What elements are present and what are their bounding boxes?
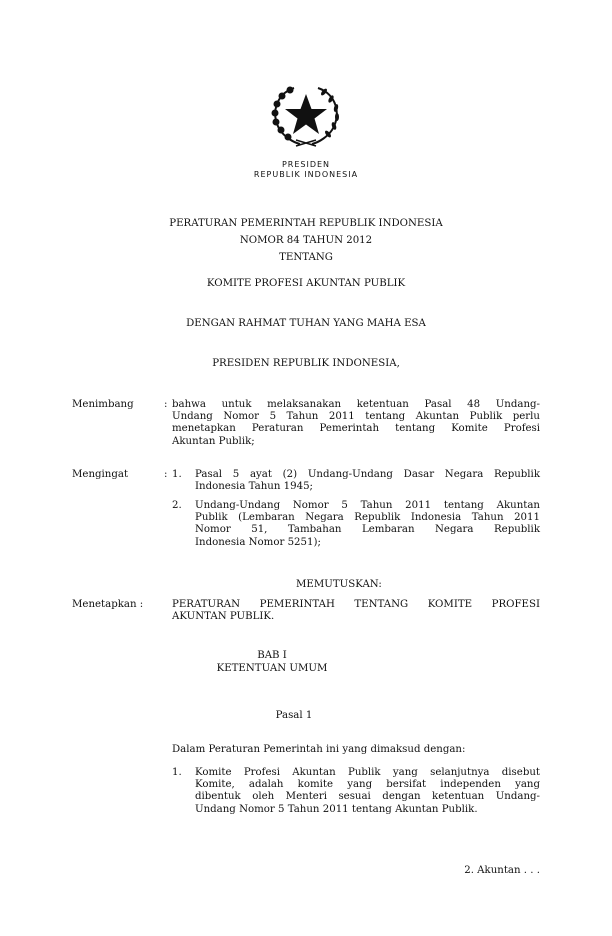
- text-line: PERATURAN PEMERINTAH TENTANG KOMITE PROFESI: [172, 599, 540, 610]
- text-line: Komite Profesi Akuntan Publik yang selanjutnya disebut: [195, 767, 540, 778]
- bab-title: KETENTUAN UMUM: [216, 663, 328, 674]
- list-number: 2.: [172, 500, 182, 511]
- mengingat-item-1: [195, 469, 540, 493]
- definition-item-1: [195, 767, 540, 816]
- text-line: AKUNTAN PUBLIK.: [172, 611, 275, 623]
- pasal-heading: Pasal 1: [275, 710, 313, 721]
- menimbang-label: Menimbang: [72, 399, 134, 410]
- preamble-line-2: PRESIDEN REPUBLIK INDONESIA,: [212, 358, 400, 369]
- definitions-intro: Dalam Peraturan Pemerintah ini yang dimaksud dengan:: [172, 744, 466, 755]
- menimbang-text: [172, 399, 540, 448]
- list-number: 1.: [172, 469, 182, 480]
- text-line: Indonesia Nomor 5251);: [195, 536, 321, 548]
- mengingat-label: Mengingat: [72, 469, 129, 480]
- emblem-caption: [0, 160, 612, 180]
- memutuskan-heading: MEMUTUSKAN:: [296, 579, 382, 590]
- text-line: Nomor 51, Tambahan Lembaran Negara Republik: [195, 524, 540, 536]
- list-number: 1.: [172, 767, 182, 778]
- text-line: Komite, adalah komite yang bersifat independen yang: [195, 779, 540, 791]
- text-line: Undang Nomor 5 Tahun 2011 tentang Akuntan Publik.: [195, 803, 478, 815]
- garuda-emblem-icon: [266, 80, 346, 150]
- title-line-2: NOMOR 84 TAHUN 2012: [239, 235, 373, 246]
- title-line-3: TENTANG: [279, 252, 333, 263]
- mengingat-colon: :: [164, 469, 168, 480]
- title-line-1: PERATURAN PEMERINTAH REPUBLIK INDONESIA: [169, 218, 443, 229]
- text-line: Undang Nomor 5 Tahun 2011 tentang Akuntan Publik perlu: [172, 411, 540, 423]
- text-line: bahwa untuk melaksanakan ketentuan Pasal 48 Undang-: [172, 399, 540, 410]
- text-line: menetapkan Peraturan Pemerintah tentang Komite Profesi: [172, 423, 540, 435]
- text-line: dibentuk oleh Menteri sesuai dengan ketentuan Undang-: [195, 791, 540, 803]
- text-line: Pasal 5 ayat (2) Undang-Undang Dasar Negara Republik: [195, 469, 540, 480]
- text-line: Publik (Lembaran Negara Republik Indonesia Tahun 2011: [195, 512, 540, 524]
- text-line: Akuntan Publik;: [172, 435, 255, 447]
- text-line: Undang-Undang Nomor 5 Tahun 2011 tentang Akuntan: [195, 500, 540, 511]
- menimbang-colon: :: [164, 399, 168, 410]
- text-line: Indonesia Tahun 1945;: [195, 481, 313, 493]
- emblem-line-1: PRESIDEN: [281, 160, 331, 169]
- mengingat-item-2: [195, 500, 540, 549]
- emblem-line-2: REPUBLIK INDONESIA: [253, 170, 359, 179]
- menetapkan-text: [172, 599, 540, 623]
- bab-number: BAB I: [257, 650, 287, 661]
- title-line-4: KOMITE PROFESI AKUNTAN PUBLIK: [206, 278, 406, 289]
- preamble-line-1: DENGAN RAHMAT TUHAN YANG MAHA ESA: [186, 318, 426, 329]
- page-continuation: 2. Akuntan . . .: [464, 865, 540, 876]
- menetapkan-label: Menetapkan :: [72, 599, 144, 610]
